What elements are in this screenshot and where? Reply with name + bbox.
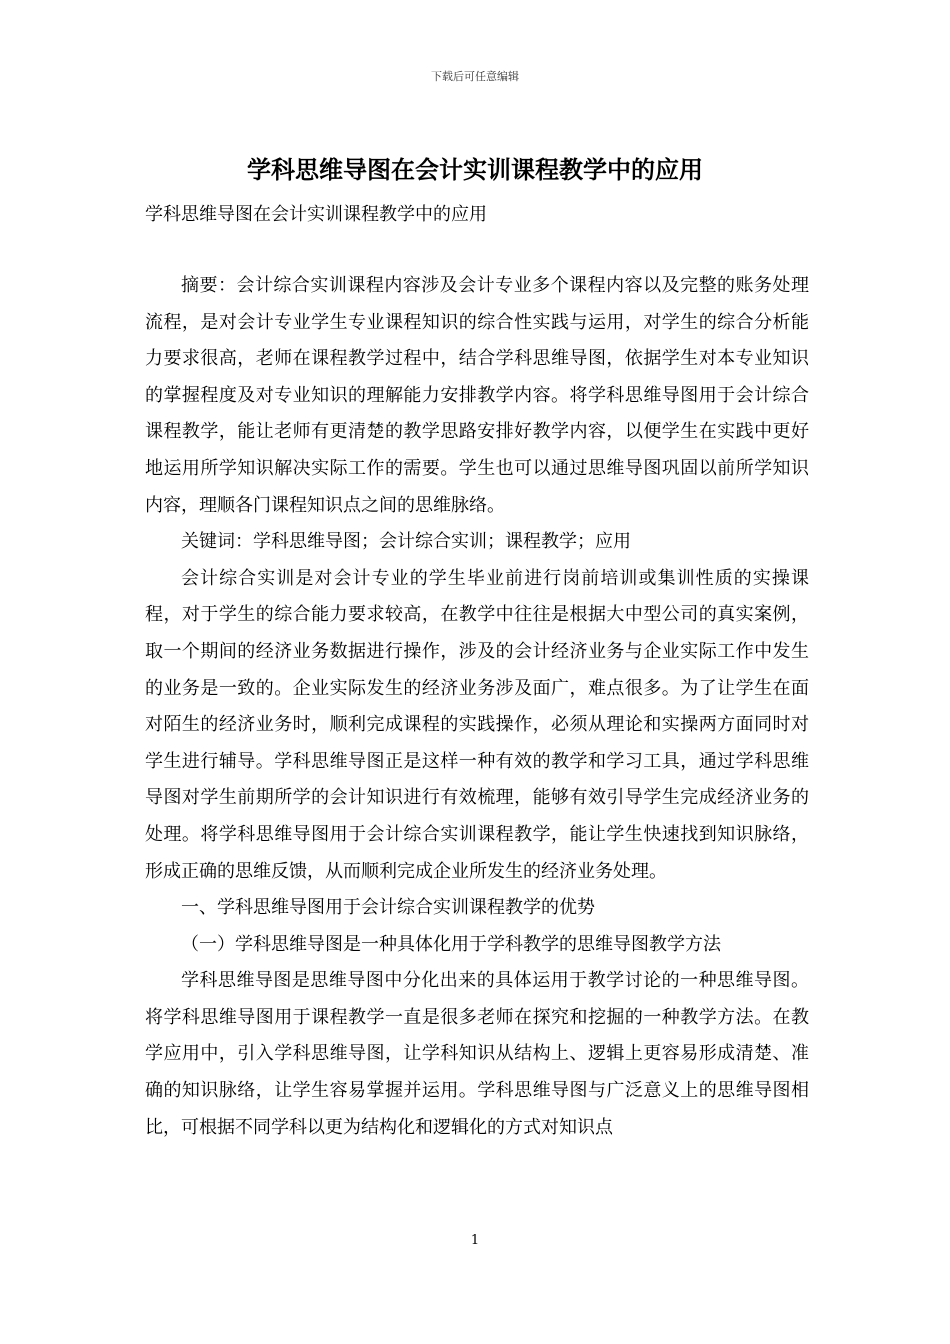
body-paragraph: 学科思维导图是思维导图中分化出来的具体运用于教学讨论的一种思维导图。将学科思维导图用于课程教学一直是很多老师在探究和挖掘的一种教学方法。在教学应用中，引入学科思维导图，让学科知识从结构上、逻辑上更容易形成清楚、准确的知识脉络，让学生容易掌握并运用。学科思维导图与广泛意义上的思维导图相比，可根据不同学科以更为结构化和逻辑化的方式对知识点 [145, 970, 809, 1138]
abstract-paragraph: 摘要：会计综合实训课程内容涉及会计专业多个课程内容以及完整的账务处理流程，是对会计专业学生专业课程知识的综合性实践与运用，对学生的综合分析能力要求很高，老师在课程教学过程中，结合学科思维导图，依据学生对本专业知识的掌握程度及对专业知识的理解能力安排教学内容。将学科思维导图用于会计综合课程教学，能让老师有更清楚的教学思路安排好教学内容，以便学生在实践中更好地运用所学知识解决实际工作的需要。学生也可以通过思维导图巩固以前所学知识内容，理顺各门课程知识点之间的思维脉络。 [145, 275, 809, 516]
section-heading: 一、学科思维导图用于会计综合实训课程教学的优势 [181, 897, 595, 919]
header-note: 下载后可任意编辑 [431, 70, 519, 83]
intro-paragraph: 会计综合实训是对会计专业的学生毕业前进行岗前培训或集训性质的实操课程，对于学生的综合能力要求较高，在教学中往往是根据大中型公司的真实案例，取一个期间的经济业务数据进行操作，涉及的会计经济业务与企业实际工作中发生的业务是一致的。企业实际发生的经济业务涉及面广，难点很多。为了让学生在面对陌生的经济业务时，顺利完成课程的实践操作，必须从理论和实操两方面同时对学生进行辅导。学科思维导图正是这样一种有效的教学和学习工具，通过学科思维导图对学生前期所学的会计知识进行有效梳理，能够有效引导学生完成经济业务的处理。将学科思维导图用于会计综合实训课程教学，能让学生快速找到知识脉络，形成正确的思维反馈，从而顺利完成企业所发生的经济业务处理。 [145, 567, 809, 882]
document-subtitle: 学科思维导图在会计实训课程教学中的应用 [145, 204, 487, 225]
body-text [145, 268, 809, 1146]
keywords-paragraph: 关键词：学科思维导图；会计综合实训；课程教学；应用 [181, 531, 631, 553]
page-number: 1 [470, 1233, 480, 1248]
subsection-heading: （一）学科思维导图是一种具体化用于学科教学的思维导图教学方法 [181, 933, 721, 955]
document-title: 学科思维导图在会计实训课程教学中的应用 [247, 155, 703, 184]
